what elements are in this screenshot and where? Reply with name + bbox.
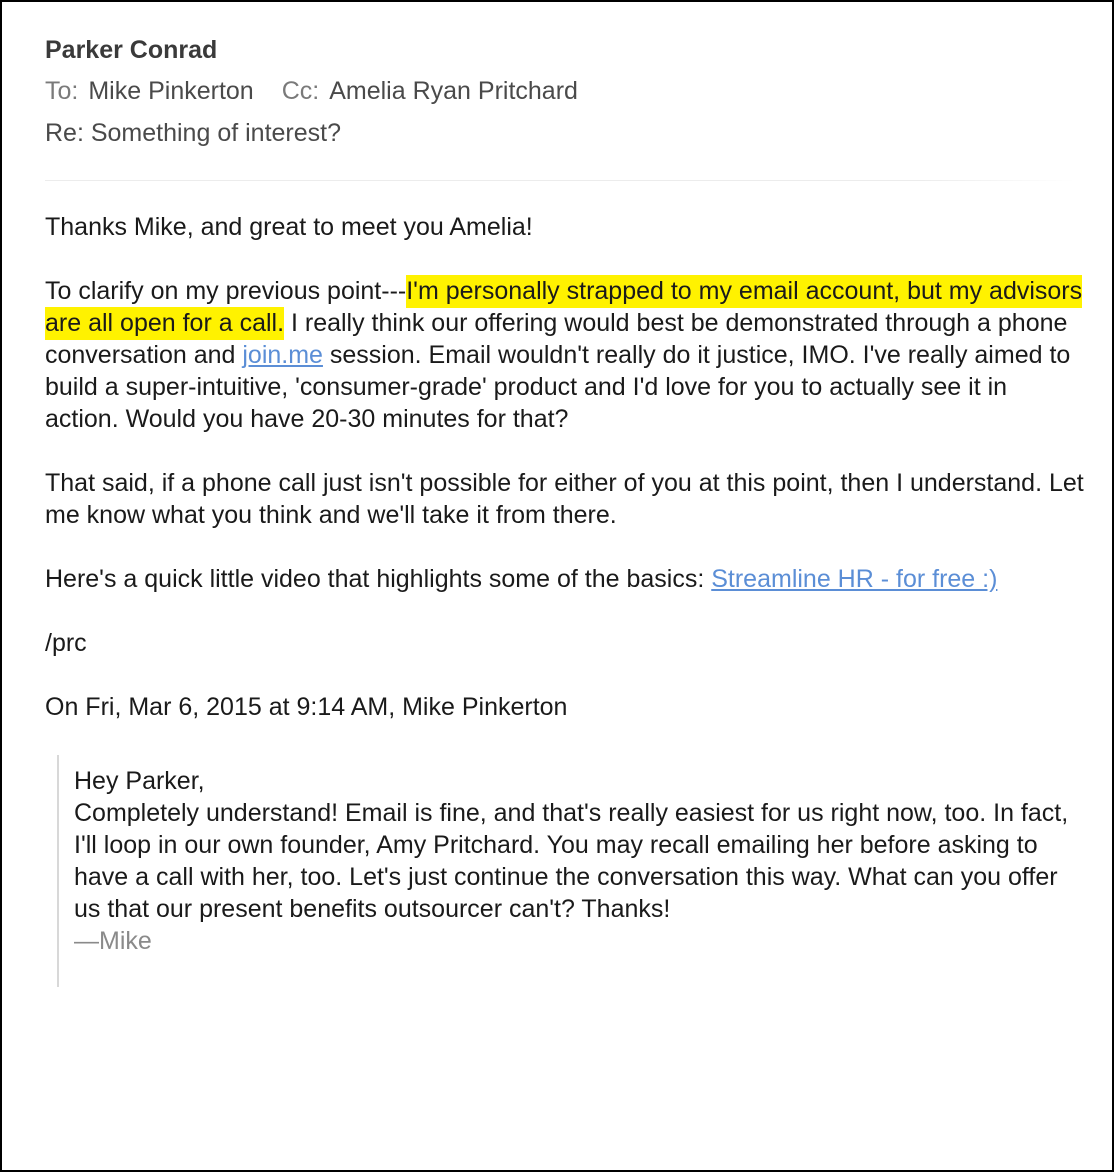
clarify-end: session. Email wouldn't really do it justice, IMO. I've really aimed to build a super-intuitive, 'consumer-grade' product and I'd love for you to actually see it in action. Would you have 20-30 minutes for that? xyxy=(45,341,1071,433)
quoted-message xyxy=(57,755,1085,987)
to-recipient[interactable]: Mike Pinkerton xyxy=(88,77,254,105)
joinme-link[interactable]: join.me xyxy=(242,341,323,369)
clarify-start: To clarify on my previous point--- xyxy=(45,277,407,305)
sender-name: Parker Conrad xyxy=(45,36,218,64)
email-content xyxy=(45,30,1085,987)
highlighted-text: I'm personally strapped to my email account, but my advisors are all open for a call. xyxy=(45,275,1082,340)
message-body xyxy=(45,211,1085,987)
streamline-hr-link[interactable]: Streamline HR - for free :) xyxy=(711,565,998,593)
clarify-paragraph xyxy=(45,275,1085,435)
signoff: /prc xyxy=(45,629,87,657)
recipients-line xyxy=(45,70,1085,112)
to-label: To: xyxy=(45,77,79,105)
video-paragraph xyxy=(45,563,1085,595)
cc-recipient[interactable]: Amelia Ryan Pritchard xyxy=(329,77,578,105)
header-divider xyxy=(45,180,1075,181)
subject-line: Re: Something of interest? xyxy=(45,119,341,147)
phone-call-paragraph: That said, if a phone call just isn't possible for either of you at this point, then I understand. Let me know what you think and we'll take it from there. xyxy=(45,469,1084,529)
clarify-mid: I really think our offering would best be demonstrated through a phone conversation and xyxy=(45,309,1068,369)
quoted-greeting: Hey Parker, xyxy=(74,767,205,795)
greeting-paragraph: Thanks Mike, and great to meet you Amelia! xyxy=(45,213,533,241)
video-text: Here's a quick little video that highlights some of the basics: xyxy=(45,565,712,593)
quoted-signature: —Mike xyxy=(74,927,152,955)
cc-label: Cc: xyxy=(281,77,320,105)
quote-header: On Fri, Mar 6, 2015 at 9:14 AM, Mike Pinkerton xyxy=(45,693,568,721)
quoted-body: Completely understand! Email is fine, and that's really easiest for us right now, too. In fact, I'll loop in our own founder, Amy Pritchard. You may recall emailing her before asking to have a call with her, too. Let's just continue the conversation this way. What can you offer us that our present benefits outsourcer can't? Thanks! xyxy=(74,799,1069,923)
